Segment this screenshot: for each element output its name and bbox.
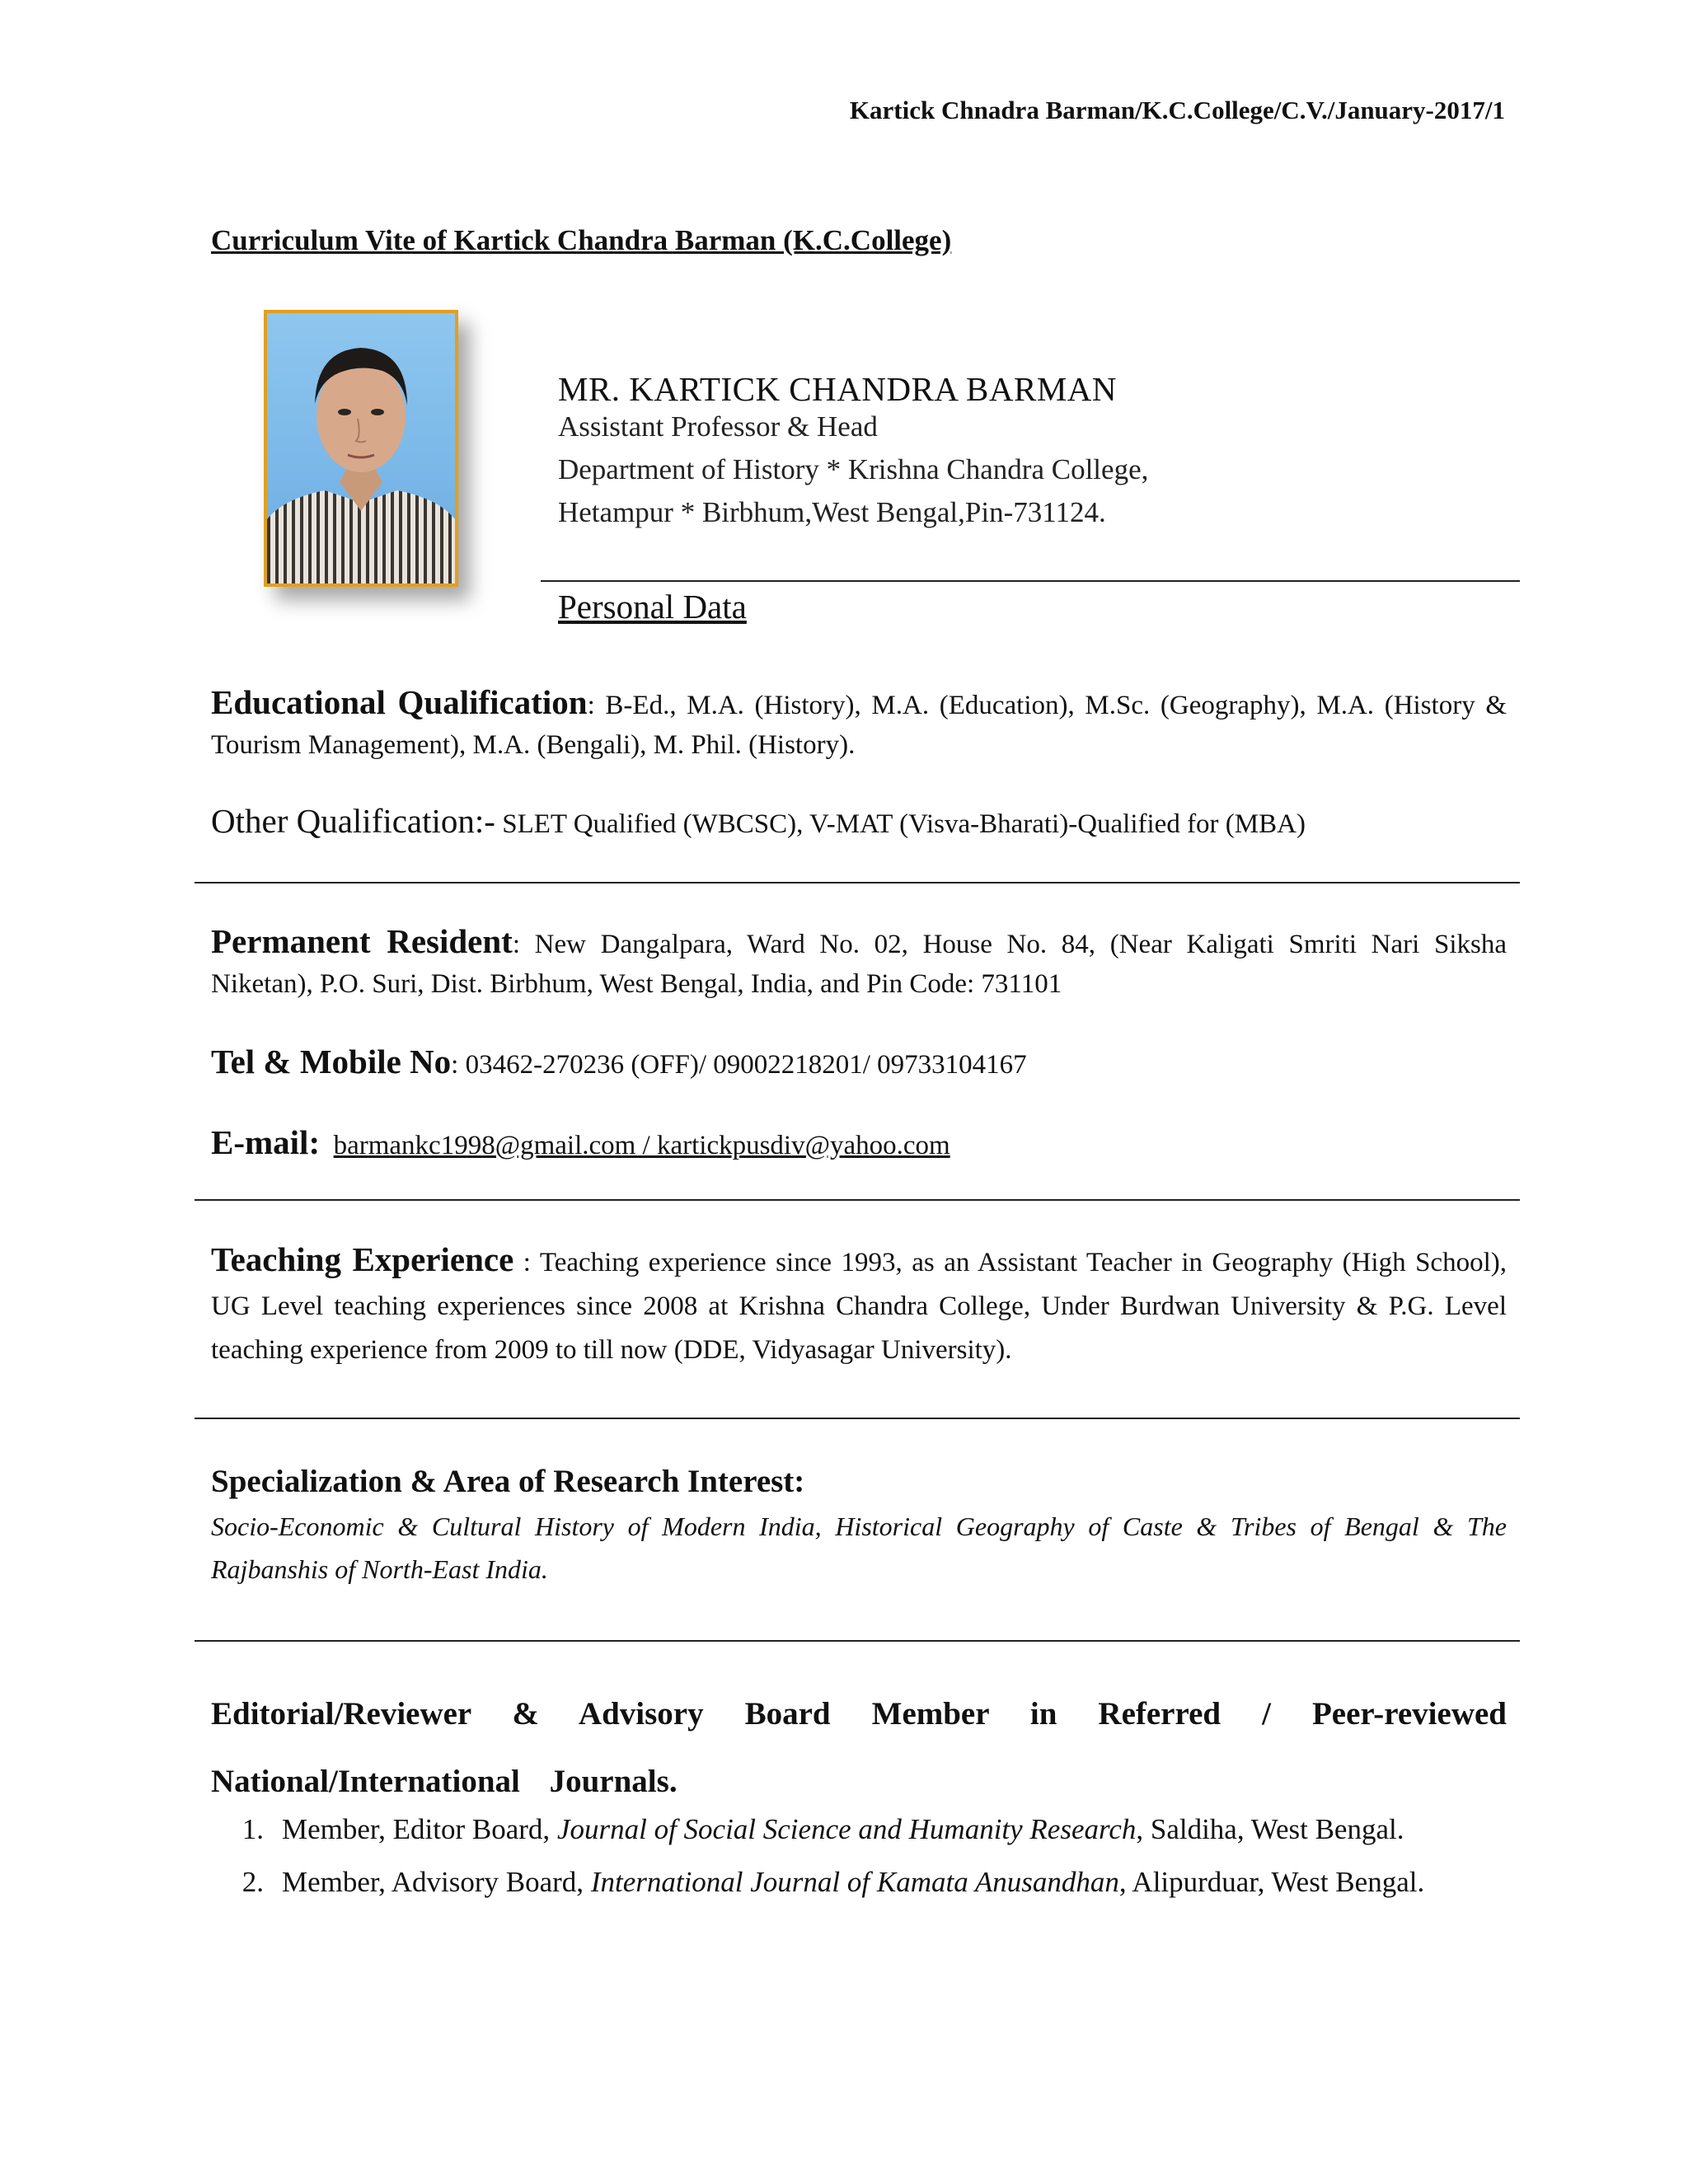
profile-photo bbox=[264, 310, 458, 587]
header-divider bbox=[541, 580, 1520, 582]
list-prefix: Member, Editor Board, bbox=[282, 1813, 557, 1845]
list-item bbox=[211, 1866, 1424, 1899]
other-qualification-section bbox=[211, 801, 1507, 844]
list-prefix: Member, Advisory Board, bbox=[282, 1866, 591, 1898]
department-line: Department of History * Krishna Chandra College, bbox=[558, 453, 1149, 485]
email-section bbox=[211, 1122, 1507, 1165]
teaching-section bbox=[211, 1238, 1507, 1372]
permanent-resident-section bbox=[211, 921, 1507, 1004]
other-qualification-text: SLET Qualified (WBCSC), V-MAT (Visva-Bharati)-Qualified for (MBA) bbox=[495, 809, 1306, 839]
teaching-label: Teaching Experience bbox=[211, 1240, 514, 1278]
list-number: 1. bbox=[241, 1813, 264, 1845]
education-label: Educational Qualification bbox=[211, 683, 588, 721]
specialization-label: Specialization & Area of Research Interest: bbox=[211, 1464, 805, 1499]
journal-title: Journal of Social Science and Humanity Research bbox=[556, 1813, 1137, 1845]
email-label: E-mail bbox=[211, 1123, 309, 1161]
permanent-resident-text: : New Dangalpara, Ward No. 02, House No. 84, (Near Kaligati Smriti Nari Siksha Niketan), P.O. Suri, Dist. Birbhum, West Bengal, India, and Pin Code: 731101 bbox=[211, 930, 1507, 999]
email-link[interactable]: barmankc1998@gmail.com / kartickpusdiv@yahoo.com bbox=[333, 1131, 950, 1160]
email-separator: : bbox=[308, 1123, 321, 1161]
list-item bbox=[211, 1813, 1404, 1846]
journal-title: International Journal of Kamata Anusandhan bbox=[590, 1866, 1119, 1898]
address-line: Hetampur * Birbhum,West Bengal,Pin-731124. bbox=[558, 496, 1106, 528]
teaching-text: : Teaching experience since 1993, as an Assistant Teacher in Geography (High School), UG Level teaching experiences since 2008 at Krishna Chandra College, Under Burdwan University & P.G. Level teaching experience from 2009 to till now (DDE, Vidyasagar University). bbox=[211, 1248, 1507, 1365]
section-divider bbox=[195, 1640, 1520, 1642]
list-suffix: , Alipurduar, West Bengal. bbox=[1118, 1866, 1425, 1898]
section-divider bbox=[195, 1418, 1520, 1419]
permanent-resident-label: Permanent Resident bbox=[211, 922, 513, 960]
designation: Assistant Professor & Head bbox=[558, 410, 878, 443]
education-text: : B-Ed., M.A. (History), M.A. (Education), M.Sc. (Geography), M.A. (History & Tourism Management), M.A. (Bengali), M. Phil. (History). bbox=[211, 691, 1507, 760]
person-name: MR. KARTICK CHANDRA BARMAN bbox=[558, 370, 1118, 408]
editorial-heading-text: Editorial/Reviewer & Advisory Board Member in Referred / Peer-reviewed National/International Journals. bbox=[211, 1696, 1507, 1799]
portrait-image bbox=[267, 313, 455, 583]
personal-data-heading: Personal Data bbox=[558, 588, 747, 626]
specialization-text: Socio-Economic & Cultural History of Modern India, Historical Geography of Caste & Tribes of Bengal & The Rajbanshis of North-East India. bbox=[211, 1511, 1507, 1584]
list-number: 2. bbox=[241, 1866, 264, 1898]
phone-text: : 03462-270236 (OFF)/ 09002218201/ 09733104167 bbox=[451, 1050, 1027, 1080]
specialization-section bbox=[211, 1462, 1507, 1591]
list-suffix: , Saldiha, West Bengal. bbox=[1136, 1813, 1404, 1845]
phone-label: Tel & Mobile No bbox=[211, 1043, 452, 1080]
phone-section bbox=[211, 1042, 1507, 1085]
section-divider bbox=[195, 882, 1520, 883]
document-title: Curriculum Vite of Kartick Chandra Barman (K.C.College) bbox=[211, 224, 952, 256]
education-section bbox=[211, 682, 1507, 765]
section-divider bbox=[195, 1199, 1520, 1201]
running-header: Kartick Chnadra Barman/K.C.College/C.V./January-2017/1 bbox=[849, 96, 1505, 124]
other-qualification-label: Other Qualification:- bbox=[211, 802, 495, 840]
editorial-heading bbox=[211, 1681, 1507, 1816]
